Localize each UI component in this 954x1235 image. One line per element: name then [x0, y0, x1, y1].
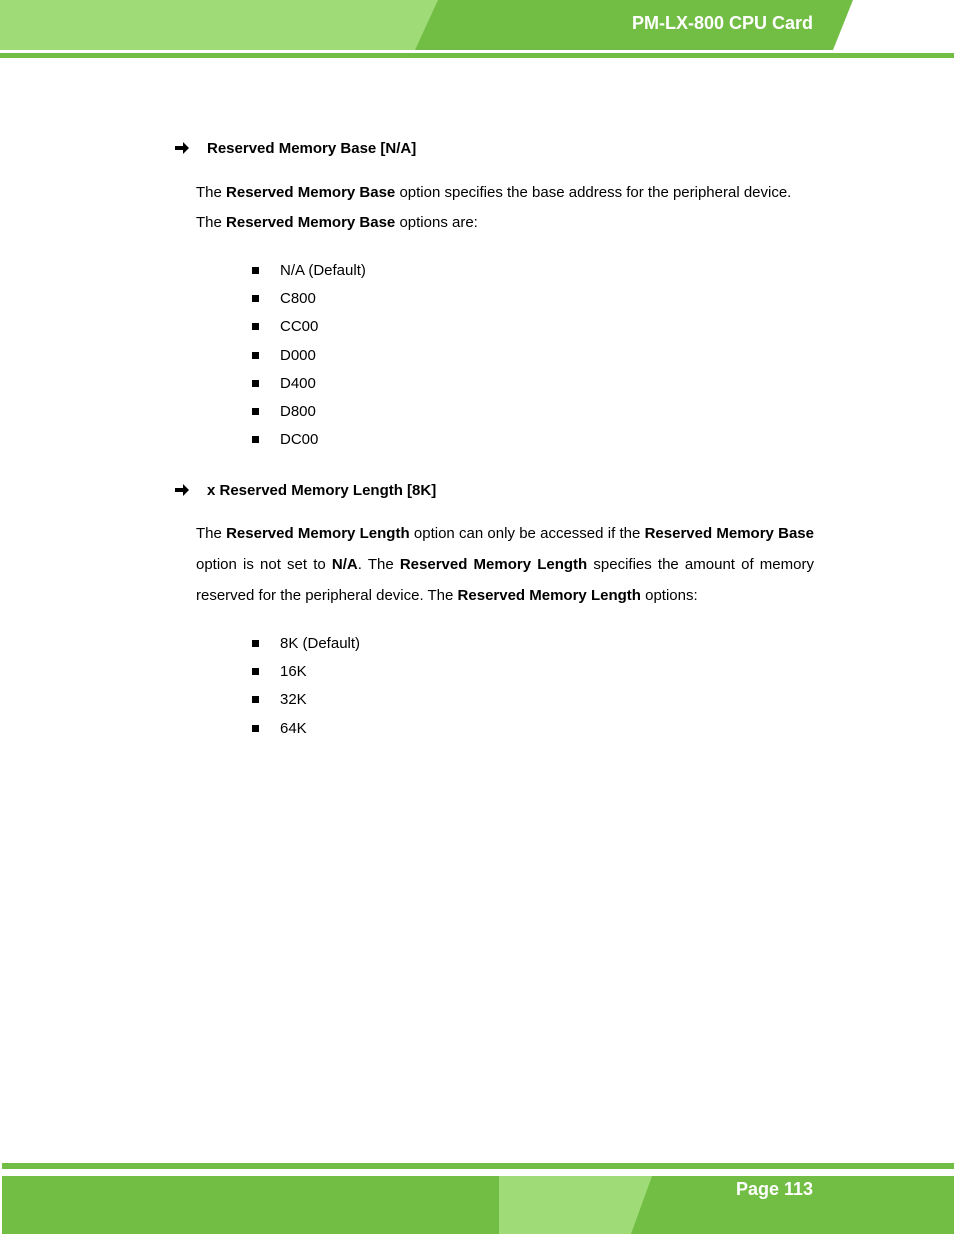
- section-heading-reserved-memory-base: Reserved Memory Base [N/A]: [207, 140, 417, 157]
- list-item: D800: [252, 403, 366, 431]
- list-item: C800: [252, 290, 366, 318]
- paragraph-base-description: The Reserved Memory Base option specifies the base address for the peripheral device.: [196, 184, 792, 201]
- arrow-right-icon: [174, 141, 192, 157]
- square-bullet-icon: [252, 640, 259, 647]
- header-band-light: [0, 0, 440, 50]
- footer-rule: [2, 1163, 954, 1169]
- list-item: 8K (Default): [252, 635, 360, 663]
- square-bullet-icon: [252, 380, 259, 387]
- section-heading-reserved-memory-length: x Reserved Memory Length [8K]: [207, 482, 437, 499]
- page-number: Page 113: [735, 1179, 813, 1199]
- square-bullet-icon: [252, 408, 259, 415]
- list-item: 32K: [252, 691, 360, 719]
- square-bullet-icon: [252, 323, 259, 330]
- header-rule: [0, 53, 954, 58]
- square-bullet-icon: [252, 696, 259, 703]
- paragraph-length-description: The Reserved Memory Length option can only be accessed if the Reserved Memory Base option is not set to N/A. The Reserved Memory Length specifies the amount of memory reserved for the peripheral device. The Reserved Memory Length options:: [196, 525, 814, 604]
- document-title: PM-LX-800 CPU Card: [631, 13, 813, 33]
- length-options-list: [252, 635, 360, 748]
- square-bullet-icon: [252, 436, 259, 443]
- list-item: DC00: [252, 431, 366, 459]
- square-bullet-icon: [252, 668, 259, 675]
- base-options-list: [252, 262, 366, 459]
- list-item: D000: [252, 347, 366, 375]
- list-item: N/A (Default): [252, 262, 366, 290]
- list-item: 64K: [252, 720, 360, 748]
- paragraph-base-options-intro: The Reserved Memory Base options are:: [196, 214, 478, 231]
- square-bullet-icon: [252, 267, 259, 274]
- square-bullet-icon: [252, 725, 259, 732]
- list-item: 16K: [252, 663, 360, 691]
- list-item: D400: [252, 375, 366, 403]
- list-item: CC00: [252, 318, 366, 346]
- arrow-right-icon: [174, 483, 192, 499]
- footer-band-light: [499, 1176, 652, 1234]
- square-bullet-icon: [252, 352, 259, 359]
- square-bullet-icon: [252, 295, 259, 302]
